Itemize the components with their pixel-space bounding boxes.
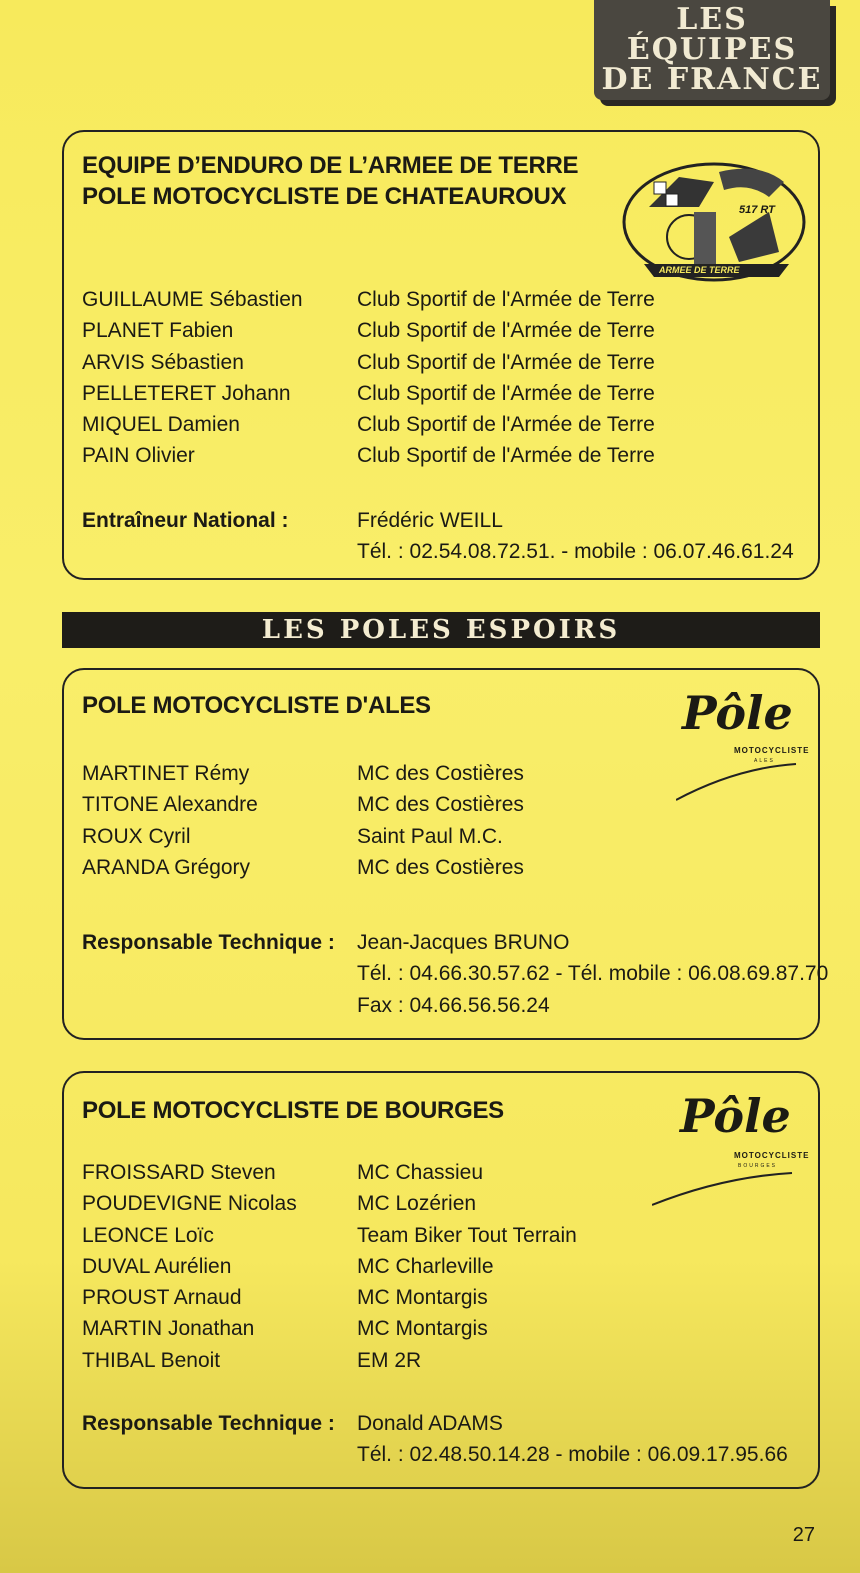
member-name: THIBAL Benoit <box>82 1348 221 1372</box>
header-tab <box>594 0 830 100</box>
member-row <box>82 440 655 471</box>
member-name: ARANDA Grégory <box>82 855 251 879</box>
bourges-members-list <box>82 1157 577 1376</box>
technical-name: Jean-Jacques BRUNO <box>357 931 570 954</box>
member-name: ROUX Cyril <box>82 824 191 848</box>
member-row <box>82 1313 577 1344</box>
member-row <box>82 1282 577 1313</box>
ales-members-list <box>82 758 524 883</box>
member-club: Club Sportif de l'Armée de Terre <box>357 319 655 343</box>
bourges-pole-box <box>62 1071 820 1489</box>
coach-name: Frédéric WEILL <box>357 509 503 532</box>
bourges-pole-title: POLE MOTOCYCLISTE DE BOURGES <box>82 1097 504 1124</box>
armee-de-terre-logo <box>619 152 809 287</box>
member-name: GUILLAUME Sébastien <box>82 288 303 311</box>
member-name: TITONE Alexandre <box>82 793 258 817</box>
member-row <box>82 284 655 315</box>
member-row <box>82 1220 577 1251</box>
member-name: MARTIN Jonathan <box>82 1317 255 1341</box>
pole-word: Pôle <box>680 1089 791 1143</box>
pole-word: Pôle <box>682 686 793 740</box>
technical-fax: Fax : 04.66.56.56.24 <box>357 993 550 1017</box>
member-row <box>82 409 655 440</box>
header-line2: DE FRANCE <box>601 62 823 97</box>
poles-espoirs-banner: LES POLES ESPOIRS <box>62 612 820 648</box>
member-row <box>82 378 655 409</box>
ales-pole-title: POLE MOTOCYCLISTE D'ALES <box>82 692 431 719</box>
logo-label-armee: ARMEE DE TERRE <box>659 265 740 275</box>
member-row <box>82 315 655 346</box>
enduro-members-list <box>82 284 655 472</box>
member-club: EM 2R <box>357 1348 422 1372</box>
member-row <box>82 821 524 852</box>
member-club: MC Montargis <box>357 1286 488 1310</box>
technical-phone: Tél. : 02.48.50.14.28 - mobile : 06.09.17.95.66 <box>357 1443 788 1467</box>
member-name: POUDEVIGNE Nicolas <box>82 1192 297 1216</box>
page-number: 27 <box>792 1524 815 1546</box>
member-row <box>82 758 524 789</box>
member-club: Club Sportif de l'Armée de Terre <box>357 381 655 405</box>
member-name: PAIN Olivier <box>82 444 195 468</box>
title-line1: EQUIPE D’ENDURO DE L’ARMEE DE TERRE <box>82 152 579 179</box>
pole-city: ALES <box>754 758 775 764</box>
member-club: MC Lozérien <box>357 1192 477 1216</box>
member-club: Saint Paul M.C. <box>357 824 503 848</box>
technical-label: Responsable Technique : <box>82 1412 335 1435</box>
member-club: Team Biker Tout Terrain <box>357 1223 577 1247</box>
technical-label: Responsable Technique : <box>82 931 335 954</box>
member-row <box>82 852 524 883</box>
member-name: MIQUEL Damien <box>82 413 240 437</box>
member-club: Club Sportif de l'Armée de Terre <box>357 350 655 374</box>
member-row <box>82 347 655 378</box>
coach-label: Entraîneur National : <box>82 509 289 532</box>
member-row <box>82 1157 577 1188</box>
coach-phone: Tél. : 02.54.08.72.51. - mobile : 06.07.46.61.24 <box>357 540 794 564</box>
technical-name: Donald ADAMS <box>357 1412 503 1435</box>
pole-sub: MOTOCYCLISTE <box>734 746 810 755</box>
pole-bourges-logo <box>652 1089 812 1213</box>
enduro-team-box <box>62 130 820 580</box>
member-club: MC des Costières <box>357 793 524 817</box>
member-club: Club Sportif de l'Armée de Terre <box>357 444 655 468</box>
member-name: FROISSARD Steven <box>82 1161 276 1184</box>
member-row <box>82 1251 577 1282</box>
member-name: DUVAL Aurélien <box>82 1254 232 1278</box>
member-name: ARVIS Sébastien <box>82 350 244 374</box>
member-club: MC des Costières <box>357 762 524 785</box>
member-row <box>82 789 524 820</box>
pole-ales-logo <box>676 686 810 806</box>
member-row <box>82 1188 577 1219</box>
member-club: Club Sportif de l'Armée de Terre <box>357 413 655 437</box>
member-club: MC Montargis <box>357 1317 488 1341</box>
pole-sub: MOTOCYCLISTE <box>734 1151 810 1160</box>
enduro-team-title <box>82 150 578 212</box>
title-line2: POLE MOTOCYCLISTE DE CHATEAUROUX <box>82 183 567 210</box>
header-line1: LES ÉQUIPES <box>626 2 798 67</box>
member-name: LEONCE Loïc <box>82 1223 214 1247</box>
member-name: PROUST Arnaud <box>82 1286 242 1310</box>
technical-phone: Tél. : 04.66.30.57.62 - Tél. mobile : 06.08.69.87.70 <box>357 962 829 986</box>
ales-pole-box <box>62 668 829 1040</box>
member-name: MARTINET Rémy <box>82 762 250 785</box>
member-name: PELLETERET Johann <box>82 381 291 405</box>
member-club: MC Chassieu <box>357 1161 484 1184</box>
member-name: PLANET Fabien <box>82 319 234 343</box>
member-club: MC Charleville <box>357 1254 494 1278</box>
pole-city: BOURGES <box>738 1163 778 1169</box>
member-row <box>82 1345 577 1376</box>
logo-label-517rt: 517 RT <box>739 204 775 216</box>
member-club: MC des Costières <box>357 855 524 879</box>
member-club: Club Sportif de l'Armée de Terre <box>357 288 655 311</box>
